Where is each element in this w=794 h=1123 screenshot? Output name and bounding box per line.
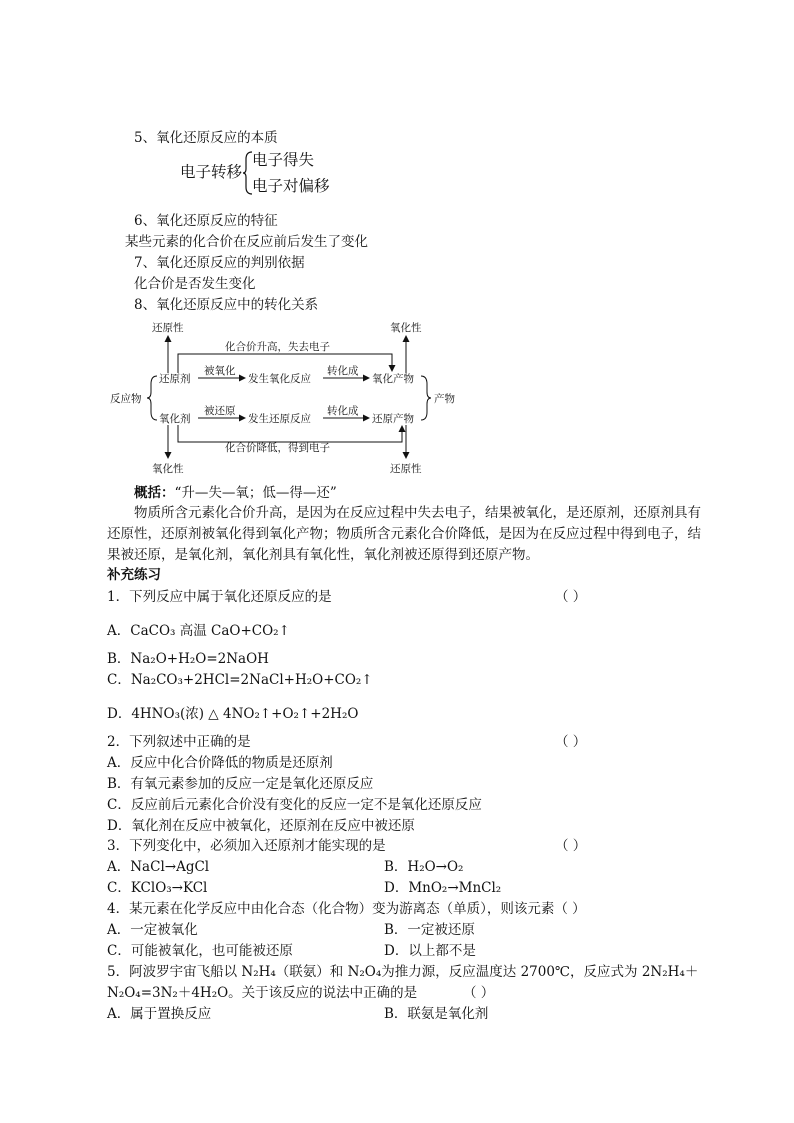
q1-option-b: B．Na₂O+H₂O=2NaOH (107, 651, 269, 667)
q4-option-c: C．可能被氧化，也可能被还原 (107, 943, 293, 959)
q3-stem: 3．下列变化中，必须加入还原剂才能实现的是 (107, 838, 386, 854)
q3-option-b: B．H₂O→O₂ (384, 859, 464, 875)
q3-option-c: C．KClO₃→KCl (107, 880, 208, 896)
reducibility-bottom-label: 还原性 (390, 463, 422, 475)
oxidizing-agent: 氧化剂 (159, 413, 191, 425)
summary-paragraph: 物质所含元素化合价升高，是因为在反应过程中失去电子，结果被氧化，是还原剂，还原剂具有还原性，还原剂被氧化得到氧化产物；物质所含元素化合价降低，是因为在反应过程中得到电子，结果被还原，是氧化剂，氧化剂具有氧化性，氧化剂被还原得到还原产物。 (107, 505, 701, 563)
summary-label: 概括： (134, 485, 175, 501)
q3-option-d: D．MnO₂→MnCl₂ (384, 880, 502, 896)
reduction-product: 还原产物 (372, 413, 414, 425)
q1-stem: 1．下列反应中属于氧化还原反应的是 (107, 589, 332, 605)
q5-stem-line1: 5．阿波罗宇宙飞船以 N₂H₄（联氨）和 N₂O₄为推力源，反应温度达 2700℃，反应式为 2N₂H₄＋ (107, 964, 699, 980)
reducing-agent: 还原剂 (159, 373, 191, 385)
q5-option-b: B．联氨是氧化剂 (384, 1006, 489, 1022)
q2-option-b: B．有氧元素参加的反应一定是氧化还原反应 (107, 776, 374, 792)
section5-title: 5、氧化还原反应的本质 (134, 130, 278, 146)
section7-content: 化合价是否发生变化 (134, 276, 256, 292)
section6-content: 某些元素的化合价在反应前后发生了变化 (125, 234, 368, 250)
lower-arc-label: 化合价降低，得到电子 (225, 442, 330, 454)
upper-arc-label: 化合价升高，失去电子 (225, 341, 330, 353)
product-label: 产物 (434, 393, 455, 405)
product-brace (421, 376, 431, 420)
q1-blank: （ ） (555, 589, 587, 605)
summary-line (134, 484, 337, 502)
q2-option-c: C．反应前后元素化合价没有变化的反应一定不是氧化还原反应 (107, 797, 482, 813)
oxidation-product: 氧化产物 (372, 373, 414, 385)
oxidizability-top-label: 氧化性 (390, 322, 422, 334)
q1-option-c: C．Na₂CO₃+2HCl=2NaCl+H₂O+CO₂↑ (107, 672, 373, 688)
q1-option-d: D．4HNO₃(浓) △ 4NO₂↑+O₂↑+2H₂O (107, 706, 359, 722)
reducibility-top-label: 还原性 (152, 322, 184, 334)
q3-option-a: A．NaCl→AgCl (107, 859, 210, 875)
convert2-label: 转化成 (327, 405, 359, 417)
electron-transfer-root: 电子转移 (180, 163, 243, 181)
section8-title: 8、氧化还原反应中的转化关系 (134, 297, 319, 313)
exercises-heading: 补充练习 (107, 567, 161, 583)
q5-option-a: A．属于置换反应 (107, 1006, 212, 1022)
q2-option-d: D．氧化剂在反应中被氧化，还原剂在反应中被还原 (107, 818, 415, 834)
conversion-diagram (105, 318, 475, 476)
lower-arc-arrow (178, 425, 402, 442)
q1-option-a: A．CaCO₃ 高温 CaO+CO₂↑ (107, 623, 290, 639)
electron-pair-shift: 电子对偏移 (252, 177, 330, 195)
q4-option-b: B．一定被还原 (384, 922, 475, 938)
q5-blank: （ ） (463, 985, 495, 1001)
summary-slogan: “升—失—氧；低—得—还” (174, 485, 337, 501)
reactant-brace (147, 376, 157, 420)
electron-gain-loss: 电子得失 (252, 151, 315, 169)
reduction-reaction: 发生还原反应 (248, 413, 311, 425)
section6-title: 6、氧化还原反应的特征 (134, 213, 278, 229)
convert1-label: 转化成 (327, 365, 359, 377)
section7-title: 7、氧化还原反应的判别依据 (134, 255, 305, 271)
oxidized-label: 被氧化 (204, 365, 236, 377)
q2-stem: 2．下列叙述中正确的是 (107, 734, 251, 750)
reduced-label: 被还原 (204, 405, 236, 417)
q2-option-a: A．反应中化合价降低的物质是还原剂 (107, 755, 333, 771)
q3-blank: （ ） (555, 838, 587, 854)
q4-option-a: A．一定被氧化 (107, 922, 198, 938)
q2-blank: （ ） (555, 734, 587, 750)
oxidation-reaction: 发生氧化反应 (248, 373, 311, 385)
q5-stem-line2: N₂O₄=3N₂＋4H₂O。关于该反应的说法中正确的是 (107, 985, 418, 1001)
oxidizability-bottom-label: 氧化性 (152, 463, 184, 475)
reactant-label: 反应物 (110, 393, 142, 405)
q4-option-d: D．以上都不是 (384, 943, 476, 959)
q4-stem: 4．某元素在化学反应中由化合态（化合物）变为游离态（单质），则该元素（ ） (107, 901, 586, 917)
